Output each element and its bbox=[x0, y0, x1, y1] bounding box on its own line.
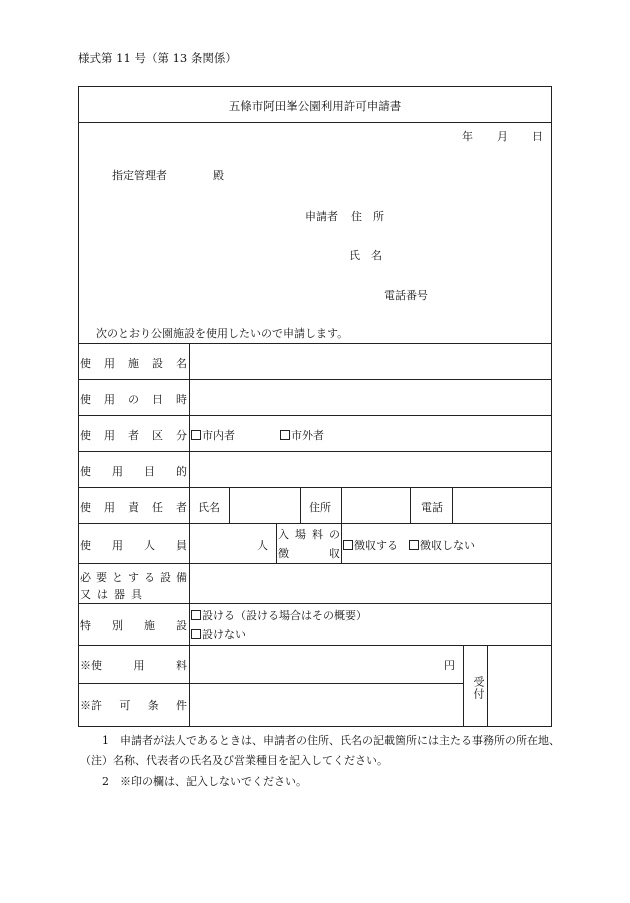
responsible-address-label: 住所 bbox=[309, 501, 331, 514]
frame-top bbox=[78, 86, 552, 87]
row-line bbox=[78, 523, 552, 524]
row-line bbox=[78, 415, 552, 416]
row-line bbox=[78, 343, 552, 344]
responsible-divider bbox=[229, 487, 230, 523]
date-year: 年 bbox=[462, 130, 473, 143]
form-title: 五條市阿田峯公園利用許可申請書 bbox=[228, 99, 402, 113]
admission-label: 入 場 料 の bbox=[278, 528, 340, 541]
checkbox-icon[interactable] bbox=[409, 540, 419, 550]
admission-label-line2: 徴 収 bbox=[278, 547, 340, 560]
honorific: 殿 bbox=[213, 169, 224, 182]
request-text: 次のとおり公園施設を使用したいので申請します。 bbox=[96, 327, 349, 340]
label-column-divider bbox=[189, 343, 190, 726]
row-label-purpose: 使 用 目 的 bbox=[80, 465, 187, 478]
row-label-fee: ※使 用 料 bbox=[80, 659, 187, 672]
option-outside-city[interactable]: 市外者 bbox=[280, 427, 324, 443]
option-no-collect[interactable]: 徴収しない bbox=[409, 537, 475, 553]
phone-label: 電話番号 bbox=[384, 289, 428, 302]
row-label-equipment: 必 要 と す る 設 備 bbox=[80, 571, 187, 584]
responsible-name-label: 氏名 bbox=[198, 501, 220, 514]
responsible-divider bbox=[410, 487, 411, 523]
responsible-divider bbox=[341, 487, 342, 523]
checkbox-icon[interactable] bbox=[280, 430, 290, 440]
name-label: 氏 名 bbox=[349, 249, 382, 262]
frame-left bbox=[78, 86, 79, 727]
row-label-responsible: 使 用 責 任 者 bbox=[80, 501, 187, 514]
note-1-line1: 1 申請者が法人であるときは、申請者の住所、氏名の記載箇所には主たる事務所の所在地、 bbox=[102, 734, 560, 747]
date-day: 日 bbox=[532, 130, 543, 143]
row-line bbox=[78, 379, 552, 380]
row-line bbox=[78, 683, 463, 684]
row-label-conditions: ※許 可 条 件 bbox=[80, 699, 187, 712]
option-install[interactable]: 設ける（設ける場合はその概要） bbox=[191, 607, 367, 623]
row-label-date-time: 使 用 の 日 時 bbox=[80, 393, 187, 406]
note-2: 2 ※印の欄は、記入しないでください。 bbox=[102, 775, 307, 788]
frame-right bbox=[551, 86, 552, 727]
receipt-divider bbox=[463, 645, 464, 726]
people-unit: 人 bbox=[257, 539, 268, 552]
row-line bbox=[78, 645, 552, 646]
row-line bbox=[78, 451, 552, 452]
row-line bbox=[78, 487, 552, 488]
row-label-user-category: 使 用 者 区 分 bbox=[80, 429, 187, 442]
checkbox-icon[interactable] bbox=[191, 629, 201, 639]
row-label-special: 特 別 施 設 bbox=[80, 619, 187, 632]
addressee: 指定管理者 bbox=[112, 169, 167, 182]
checkbox-icon[interactable] bbox=[343, 540, 353, 550]
applicant-label: 申請者 bbox=[305, 210, 338, 223]
checkbox-icon[interactable] bbox=[191, 610, 201, 620]
frame-bottom bbox=[78, 726, 552, 727]
checkbox-icon[interactable] bbox=[191, 430, 201, 440]
option-inside-city[interactable]: 市内者 bbox=[191, 427, 235, 443]
yen-label: 円 bbox=[444, 659, 455, 672]
note-1-line2: （注）名称、代表者の氏名及び営業種目を記入してください。 bbox=[80, 754, 388, 767]
address-label: 住 所 bbox=[351, 210, 384, 223]
form-number: 様式第 11 号（第 13 条関係） bbox=[78, 51, 237, 65]
responsible-phone-label: 電話 bbox=[421, 501, 443, 514]
date-month: 月 bbox=[497, 130, 508, 143]
title-divider bbox=[78, 122, 552, 123]
responsible-divider bbox=[300, 487, 301, 523]
receipt-divider bbox=[487, 645, 488, 726]
people-divider bbox=[276, 523, 277, 563]
people-divider bbox=[341, 523, 342, 563]
row-label-facility-name: 使 用 施 設 名 bbox=[80, 357, 187, 370]
option-no-install[interactable]: 設けない bbox=[191, 626, 246, 642]
row-label-equipment-line2: 又は器具 bbox=[80, 588, 148, 601]
receipt-label: 受付 bbox=[472, 676, 485, 700]
row-label-people: 使 用 人 員 bbox=[80, 539, 187, 552]
responsible-divider bbox=[452, 487, 453, 523]
row-line bbox=[78, 603, 552, 604]
row-line bbox=[78, 563, 552, 564]
option-collect[interactable]: 徴収する bbox=[343, 537, 398, 553]
